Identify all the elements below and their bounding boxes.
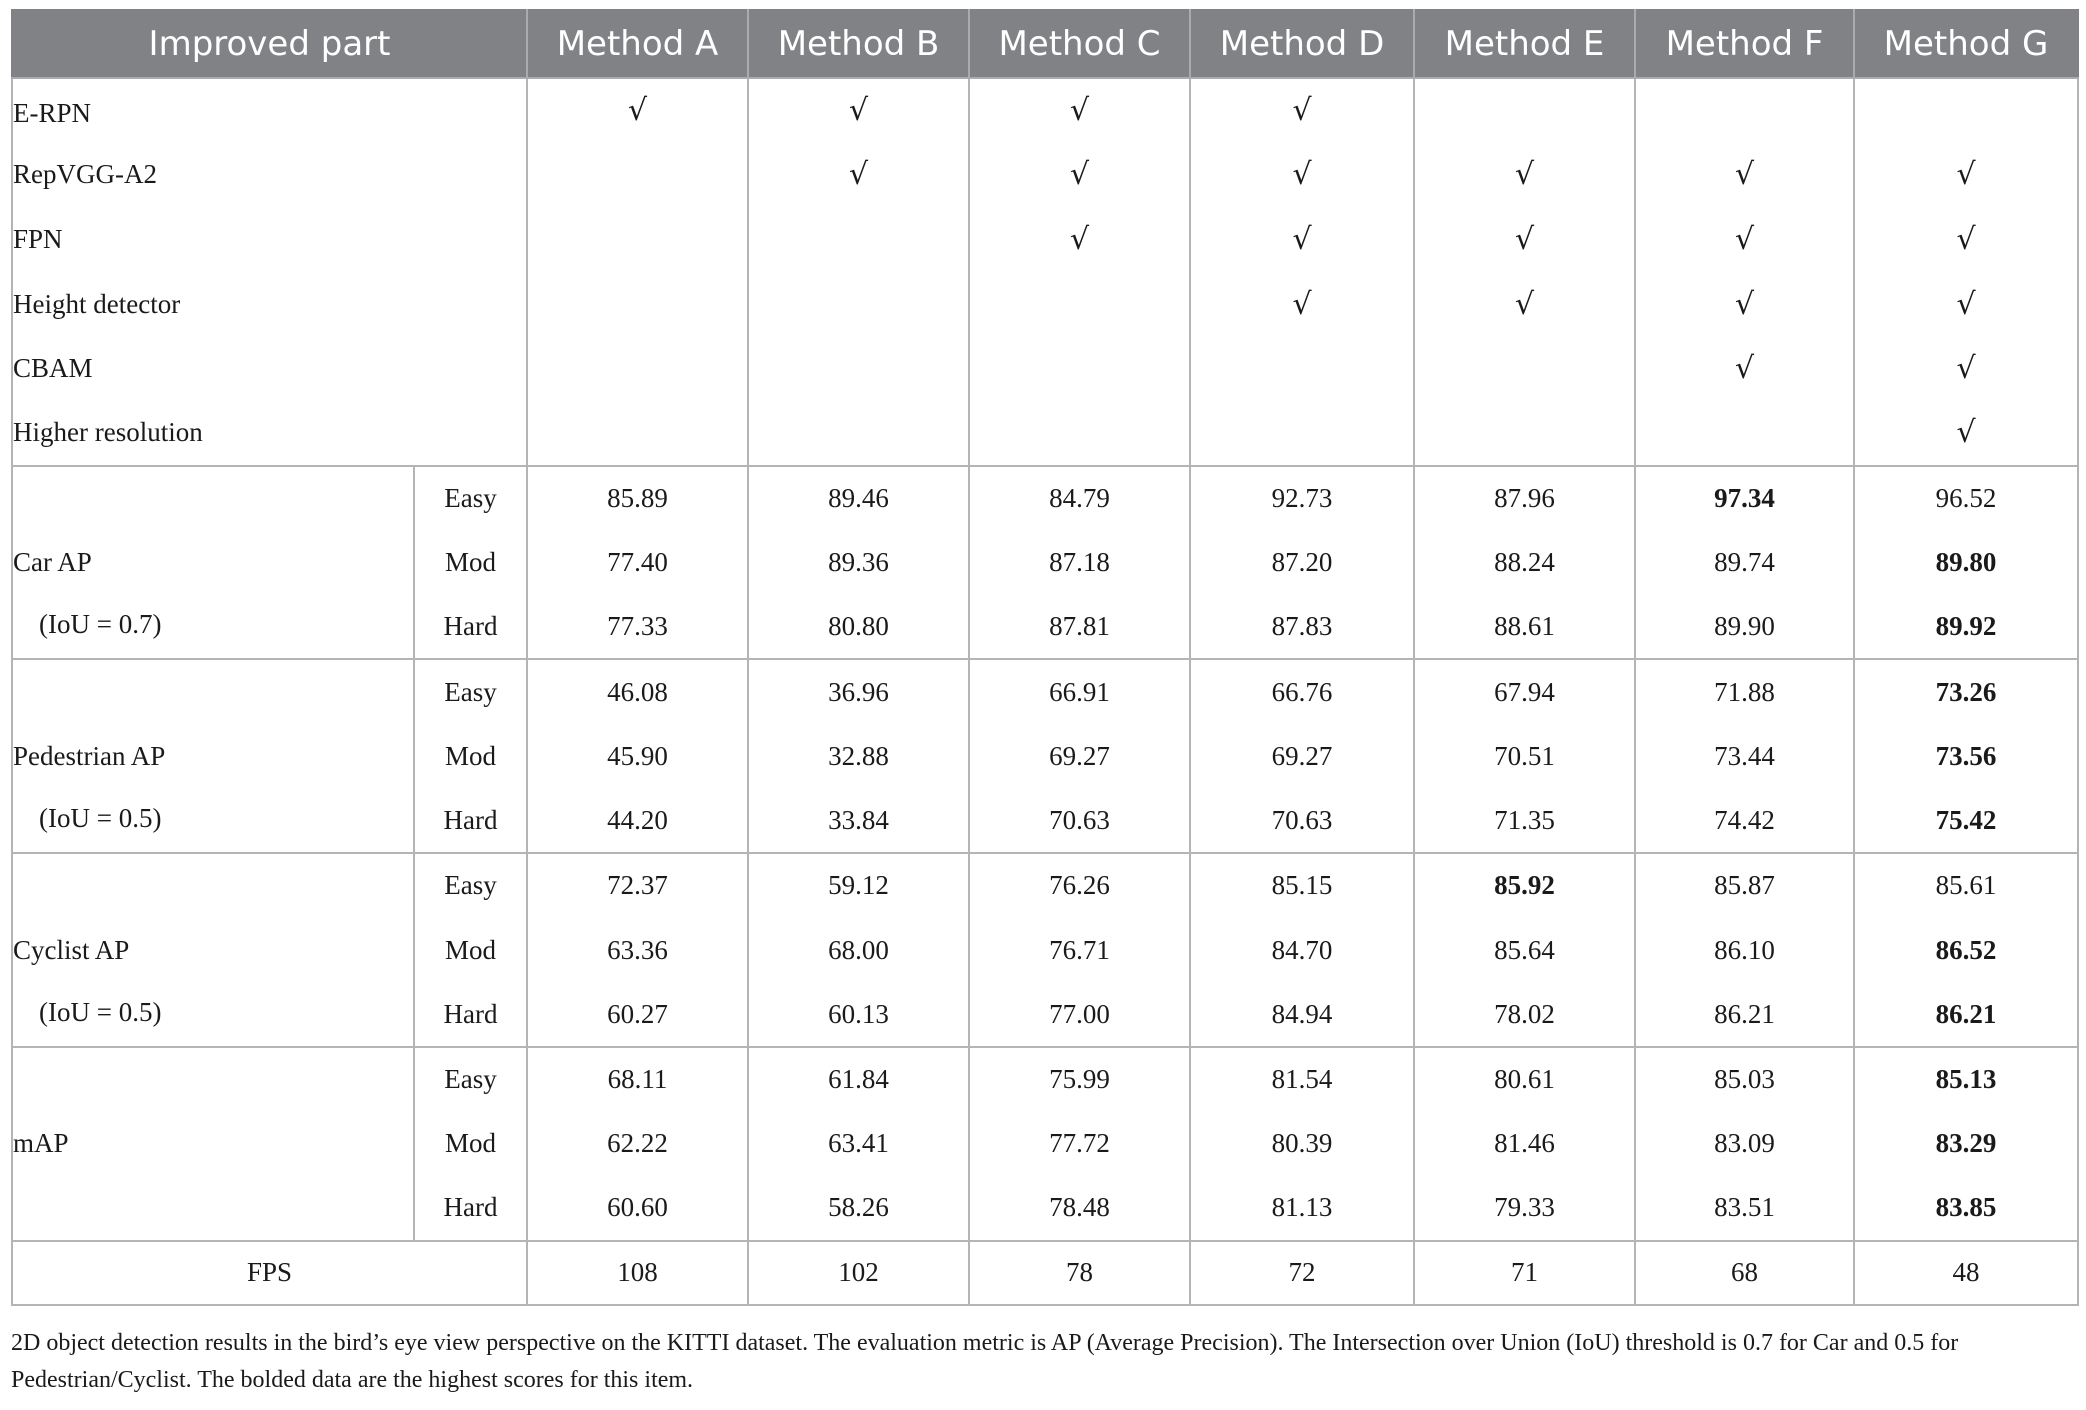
- check-cell: [1414, 272, 1635, 337]
- check-cell: [1854, 401, 2078, 466]
- value-cell: 85.64: [1414, 918, 1635, 983]
- check-cell: [748, 336, 969, 401]
- check-cell: [1854, 207, 2078, 272]
- check-mark-icon: √: [1734, 286, 1755, 322]
- check-cell: [1190, 336, 1414, 401]
- check-cell: [969, 336, 1190, 401]
- value-cell: 73.56: [1854, 724, 2078, 789]
- check-cell: [1854, 336, 2078, 401]
- check-cell: [969, 401, 1190, 466]
- value-cell: 85.61: [1854, 853, 2078, 918]
- check-mark-icon: √: [1734, 157, 1755, 193]
- value-cell: 83.85: [1854, 1176, 2078, 1241]
- value-cell: 60.60: [527, 1176, 748, 1241]
- metric-group-label-cell: [12, 853, 414, 1047]
- value-cell: 76.71: [969, 918, 1190, 983]
- check-mark-icon: √: [1956, 415, 1976, 451]
- check-cell: [1414, 143, 1635, 208]
- value-cell: 83.29: [1854, 1112, 2078, 1177]
- check-mark-icon: √: [1956, 351, 1976, 387]
- header-method-f: Method F: [1635, 10, 1854, 78]
- metric-group-label-cell: [12, 466, 414, 660]
- value-cell: 84.70: [1190, 918, 1414, 983]
- metric-group-label-cell: [12, 1047, 414, 1241]
- difficulty-label: Easy: [414, 853, 527, 918]
- check-cell: [969, 207, 1190, 272]
- check-mark-icon: √: [1069, 157, 1090, 193]
- check-cell: [1414, 336, 1635, 401]
- improvement-label: E-RPN: [12, 78, 527, 143]
- check-cell: [1635, 336, 1854, 401]
- improvement-row: [12, 336, 2078, 401]
- metric-row: [12, 853, 2078, 918]
- check-cell: [1190, 78, 1414, 143]
- metric-group-iou: (IoU = 0.5): [39, 803, 162, 834]
- value-cell: 61.84: [748, 1047, 969, 1112]
- check-cell: [1190, 143, 1414, 208]
- value-cell: 83.51: [1635, 1176, 1854, 1241]
- value-cell: 86.21: [1635, 982, 1854, 1047]
- metric-group-label: Pedestrian AP: [13, 740, 166, 771]
- improvement-row: [12, 401, 2078, 466]
- check-cell: [1854, 143, 2078, 208]
- check-mark-icon: √: [848, 93, 869, 129]
- check-cell: [1635, 272, 1854, 337]
- check-cell: [748, 78, 969, 143]
- check-cell: [527, 207, 748, 272]
- difficulty-label: Mod: [414, 918, 527, 983]
- check-mark-icon: √: [1514, 157, 1535, 193]
- fps-value: 68: [1635, 1241, 1854, 1306]
- check-cell: [1414, 401, 1635, 466]
- difficulty-label: Easy: [414, 466, 527, 531]
- value-cell: 87.81: [969, 595, 1190, 660]
- value-cell: 62.22: [527, 1112, 748, 1177]
- value-cell: 68.00: [748, 918, 969, 983]
- value-cell: 92.73: [1190, 466, 1414, 531]
- improvement-label: Height detector: [12, 272, 527, 337]
- check-mark-icon: √: [1956, 286, 1976, 322]
- value-cell: 87.96: [1414, 466, 1635, 531]
- table-header-row: [12, 10, 2078, 78]
- check-cell: [527, 272, 748, 337]
- check-mark-icon: √: [1514, 286, 1535, 322]
- value-cell: 84.94: [1190, 982, 1414, 1047]
- value-cell: 85.92: [1414, 853, 1635, 918]
- value-cell: 71.35: [1414, 789, 1635, 854]
- check-cell: [1414, 207, 1635, 272]
- value-cell: 89.36: [748, 530, 969, 595]
- value-cell: 85.89: [527, 466, 748, 531]
- check-cell: [969, 78, 1190, 143]
- value-cell: 77.72: [969, 1112, 1190, 1177]
- check-cell: [1190, 401, 1414, 466]
- fps-value: 108: [527, 1241, 748, 1306]
- fps-label: FPS: [12, 1241, 527, 1306]
- value-cell: 69.27: [1190, 724, 1414, 789]
- value-cell: 96.52: [1854, 466, 2078, 531]
- value-cell: 73.44: [1635, 724, 1854, 789]
- value-cell: 60.13: [748, 982, 969, 1047]
- value-cell: 77.00: [969, 982, 1190, 1047]
- metric-group-label-cell: [12, 659, 414, 853]
- check-cell: [527, 401, 748, 466]
- value-cell: 46.08: [527, 659, 748, 724]
- value-cell: 73.26: [1854, 659, 2078, 724]
- ablation-results-table: [11, 9, 2079, 1306]
- metric-group-iou: (IoU = 0.5): [39, 996, 162, 1027]
- value-cell: 89.46: [748, 466, 969, 531]
- check-cell: [527, 143, 748, 208]
- value-cell: 89.92: [1854, 595, 2078, 660]
- difficulty-label: Easy: [414, 1047, 527, 1112]
- header-method-c: Method C: [969, 10, 1190, 78]
- check-mark-icon: √: [1069, 93, 1090, 129]
- metric-group-label: Car AP: [13, 546, 92, 577]
- check-mark-icon: √: [1734, 221, 1755, 257]
- results-table-container: [11, 9, 2077, 1306]
- value-cell: 80.61: [1414, 1047, 1635, 1112]
- fps-value: 48: [1854, 1241, 2078, 1306]
- value-cell: 66.91: [969, 659, 1190, 724]
- check-cell: [1635, 207, 1854, 272]
- value-cell: 84.79: [969, 466, 1190, 531]
- header-method-d: Method D: [1190, 10, 1414, 78]
- check-mark-icon: √: [627, 93, 648, 129]
- improvement-row: [12, 207, 2078, 272]
- value-cell: 63.41: [748, 1112, 969, 1177]
- check-mark-icon: √: [1292, 93, 1312, 129]
- check-cell: [748, 207, 969, 272]
- improvement-label: FPN: [12, 207, 527, 272]
- value-cell: 58.26: [748, 1176, 969, 1241]
- check-cell: [1190, 207, 1414, 272]
- value-cell: 69.27: [969, 724, 1190, 789]
- value-cell: 83.09: [1635, 1112, 1854, 1177]
- metric-row: [12, 659, 2078, 724]
- metric-group-label: mAP: [13, 1128, 69, 1159]
- difficulty-label: Easy: [414, 659, 527, 724]
- value-cell: 60.27: [527, 982, 748, 1047]
- value-cell: 89.80: [1854, 530, 2078, 595]
- value-cell: 81.46: [1414, 1112, 1635, 1177]
- header-method-a: Method A: [527, 10, 748, 78]
- value-cell: 68.11: [527, 1047, 748, 1112]
- value-cell: 87.20: [1190, 530, 1414, 595]
- improvement-label: Higher resolution: [12, 401, 527, 466]
- value-cell: 67.94: [1414, 659, 1635, 724]
- value-cell: 74.42: [1635, 789, 1854, 854]
- fps-value: 71: [1414, 1241, 1635, 1306]
- check-cell: [748, 401, 969, 466]
- improvement-row: [12, 272, 2078, 337]
- header-method-g: Method G: [1854, 10, 2078, 78]
- check-cell: [969, 272, 1190, 337]
- check-cell: [1414, 78, 1635, 143]
- value-cell: 89.74: [1635, 530, 1854, 595]
- difficulty-label: Hard: [414, 789, 527, 854]
- value-cell: 70.51: [1414, 724, 1635, 789]
- check-mark-icon: √: [1514, 221, 1535, 257]
- check-mark-icon: √: [1069, 221, 1090, 257]
- value-cell: 85.03: [1635, 1047, 1854, 1112]
- fps-value: 78: [969, 1241, 1190, 1306]
- value-cell: 78.48: [969, 1176, 1190, 1241]
- check-cell: [527, 336, 748, 401]
- check-mark-icon: √: [1292, 286, 1312, 322]
- value-cell: 81.54: [1190, 1047, 1414, 1112]
- value-cell: 36.96: [748, 659, 969, 724]
- improvement-row: [12, 78, 2078, 143]
- table-caption: 2D object detection results in the bird’s eye view perspective on the KITTI dataset. The evaluation metric is AP (Average Precision). The Intersection over Union (IoU) threshold is 0.7 for Car and 0.5 for Pedestrian/Cyclist. The bolded data are the highest scores for this item.: [11, 1330, 1959, 1393]
- check-mark-icon: √: [1292, 221, 1312, 257]
- value-cell: 70.63: [969, 789, 1190, 854]
- value-cell: 85.13: [1854, 1047, 2078, 1112]
- value-cell: 88.24: [1414, 530, 1635, 595]
- value-cell: 76.26: [969, 853, 1190, 918]
- value-cell: 32.88: [748, 724, 969, 789]
- metric-row: [12, 1047, 2078, 1112]
- header-method-e: Method E: [1414, 10, 1635, 78]
- difficulty-label: Hard: [414, 595, 527, 660]
- value-cell: 33.84: [748, 789, 969, 854]
- value-cell: 85.15: [1190, 853, 1414, 918]
- metric-group-iou: (IoU = 0.7): [39, 609, 162, 640]
- fps-value: 72: [1190, 1241, 1414, 1306]
- check-mark-icon: √: [1292, 157, 1312, 193]
- value-cell: 85.87: [1635, 853, 1854, 918]
- improvement-row: [12, 143, 2078, 208]
- value-cell: 77.33: [527, 595, 748, 660]
- header-improved-part: Improved part: [12, 10, 527, 78]
- value-cell: 75.99: [969, 1047, 1190, 1112]
- check-cell: [748, 272, 969, 337]
- metric-group-label: Cyclist AP: [13, 934, 130, 965]
- value-cell: 78.02: [1414, 982, 1635, 1047]
- header-method-b: Method B: [748, 10, 969, 78]
- value-cell: 80.39: [1190, 1112, 1414, 1177]
- value-cell: 45.90: [527, 724, 748, 789]
- improvement-label: RepVGG-A2: [12, 143, 527, 208]
- difficulty-label: Hard: [414, 982, 527, 1047]
- value-cell: 87.83: [1190, 595, 1414, 660]
- value-cell: 80.80: [748, 595, 969, 660]
- check-cell: [1854, 272, 2078, 337]
- check-cell: [969, 143, 1190, 208]
- value-cell: 66.76: [1190, 659, 1414, 724]
- metric-row: [12, 466, 2078, 531]
- check-mark-icon: √: [1956, 157, 1976, 193]
- value-cell: 75.42: [1854, 789, 2078, 854]
- check-mark-icon: √: [1734, 351, 1755, 387]
- value-cell: 81.13: [1190, 1176, 1414, 1241]
- value-cell: 88.61: [1414, 595, 1635, 660]
- check-cell: [1854, 78, 2078, 143]
- check-cell: [1635, 78, 1854, 143]
- table-body: [12, 78, 2078, 1305]
- check-cell: [1635, 143, 1854, 208]
- value-cell: 77.40: [527, 530, 748, 595]
- value-cell: 72.37: [527, 853, 748, 918]
- check-mark-icon: √: [1956, 221, 1976, 257]
- value-cell: 70.63: [1190, 789, 1414, 854]
- value-cell: 71.88: [1635, 659, 1854, 724]
- value-cell: 79.33: [1414, 1176, 1635, 1241]
- value-cell: 89.90: [1635, 595, 1854, 660]
- value-cell: 97.34: [1635, 466, 1854, 531]
- value-cell: 63.36: [527, 918, 748, 983]
- improvement-label: CBAM: [12, 336, 527, 401]
- check-mark-icon: √: [848, 157, 869, 193]
- difficulty-label: Mod: [414, 530, 527, 595]
- check-cell: [527, 78, 748, 143]
- value-cell: 86.21: [1854, 982, 2078, 1047]
- check-cell: [1635, 401, 1854, 466]
- value-cell: 86.52: [1854, 918, 2078, 983]
- fps-value: 102: [748, 1241, 969, 1306]
- difficulty-label: Hard: [414, 1176, 527, 1241]
- check-cell: [1190, 272, 1414, 337]
- difficulty-label: Mod: [414, 724, 527, 789]
- value-cell: 87.18: [969, 530, 1190, 595]
- value-cell: 59.12: [748, 853, 969, 918]
- difficulty-label: Mod: [414, 1112, 527, 1177]
- fps-row: [12, 1241, 2078, 1306]
- value-cell: 44.20: [527, 789, 748, 854]
- value-cell: 86.10: [1635, 918, 1854, 983]
- check-cell: [748, 143, 969, 208]
